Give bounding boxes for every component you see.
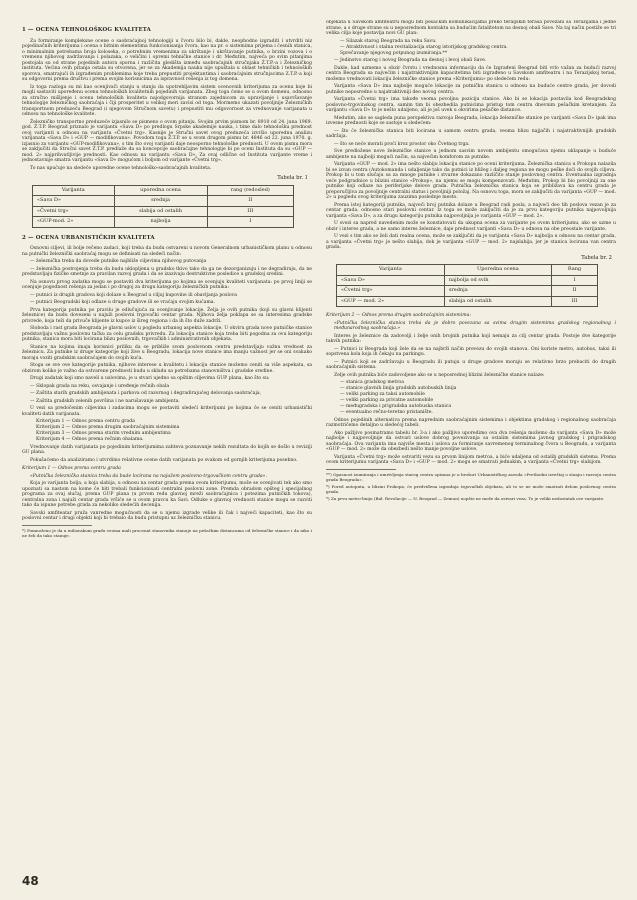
- paragraph: Varijanta «Čvetni trg» ima takođe veoma povoljnu poziciju stanice. Ako bi se lokacija postavila kod Beogradskog poslovno-trgovinskog centra, samim tim bi obezbedila putnicima pristup tom centru dnevnim pešačkim kretanjem. Za varijantu «Sava D» to je nešto udaljeno, ali je još uvek u okvirima pešačke distance.: [326, 97, 616, 113]
- goals-list: [340, 39, 616, 57]
- paragraph: U svezi sa napred navedenim može se konstatovati da ukupna ocena za varijante po ovom kriterijumu, ako se uzme u obzir i interes grada, a ne samo interes železnice, daje prednost varijanti «Sava D» u odnosu na obe preostale varijante.: [326, 221, 616, 232]
- list-item: Sprečavanje njegovog potpunog izumiranja.**: [340, 50, 448, 56]
- paragraph: — Jedinstvo starog i novog Beograda na desnoj i levoj obali Save.: [334, 58, 487, 63]
- list-item: — eventualno rečno-teretno pristanište.: [340, 410, 433, 415]
- table-cell: slabija od ostalih: [114, 206, 207, 217]
- paragraph: — putnici Beogradski koji odlaze u druge gradove ili se vraćaju svojim kućama.: [30, 300, 216, 305]
- table-cell: srednja: [114, 196, 207, 207]
- table-cell: «Čvetni trg»: [337, 286, 445, 297]
- list-item: — Silazak starog Beograda na reku Savu.: [340, 38, 437, 44]
- footnote: *) Pomnoženo je da u milionskom gradu veoma mali procenat stanovnika stanuje na pešačkim distancama od železničke stanice i da niko i ne želi da tako stanuje.: [22, 527, 312, 538]
- paragraph: Pokušaćemo da analiziramo i utvrdimo relativne ocene datih varijanata po svakom od gornjih kriterijuma posebno.: [30, 457, 298, 463]
- table-cell: najbolja od svih: [444, 275, 551, 286]
- paragraph: Varijanta «Sava D» ima najbolje moguće lokacije za putničku stanicu u odnosu na buduće centre grada, jer dovodi putnike neposredno u najatraktivniji deo novog centra.: [326, 84, 616, 95]
- table-cell: II: [551, 286, 597, 297]
- table-header-cell: Varijanta: [337, 265, 445, 276]
- footnote: *) Pored autoputa, u blizini Prokopa, će predviđena izgradnja trgovačkih objekata, ali to se ne može smatrati delom poslovnog centra grada.: [326, 483, 616, 494]
- paragraph: U vezi s tim ako se želi dati realna ocena, može se zaključiti da je varijanta «Sava D» najbolja u odnosu na centar grada, a varijanta «Čvetni trg» je nešto slabija, dok je varijanta «GUP — mod. 2» najslabija, jer je stanica locirana van centra grada.: [326, 234, 616, 250]
- list-item: — Atraktivnost i stalna revitalizacija starog istorijskog gradskog centra.: [340, 44, 508, 50]
- paragraph: Savski amfiteatar pruža vanredne mogućnosti da se u njemu izgrade velike ili čak i najveći kapaciteti, kao što su poslovni centar i drugi objekti koji bi trebalo da budu pristupni uz železničku stanicu.: [22, 510, 312, 521]
- paragraph: Na osnovu prvog zadatka mogu se postaviti dva kriterijuma po kojima se ocenjuju kvaliteti varijanata: po prvoj liniji se ocenjuje pogodnost rešenja za jedan i po drugoj za drugu kategoriju železničkih putnika:: [22, 279, 312, 290]
- table-row: [337, 296, 598, 307]
- table-row: [337, 286, 598, 297]
- table-header-cell: Uporedna ocena: [444, 265, 551, 276]
- table-header-cell: rang (redosled): [207, 185, 293, 196]
- table-1-caption: Tabela br. 1: [277, 175, 308, 181]
- paragraph: Koja je varijanta bolja, a koja slabija, u odnosu na centar grada prema ovom kriterijumu, može se ocenjivati tek ako smo upoznati sa nastom na kome će biti trebali funkcionisati centralni poslovni zone. Premda obradom opšteg i specijalnog programa za ovaj slučaj, prema GUP plana (u prvom redu glavnoj mreži saobraćajnica i potezima putničkih tokova), centralna zona i najuži centar grada vršiće se u ovom pravcu ka Savi. Odluke o glavnoj vrednosti stanice mogu se razviti tako da ispune potrebe grada za nekoliko sledećih decenija.: [22, 481, 312, 508]
- table-row: [337, 275, 598, 286]
- list-item: — međugradska i prigradska autobuska stanica: [340, 404, 452, 409]
- list-item: — veliki parking za privatne automobile: [340, 398, 434, 403]
- criteria-list: [36, 419, 312, 443]
- paragraph: — putnici iz drugih gradova koji dolaze u Beograd u ciljuj kupovine ili obavljanja poslova: [30, 292, 237, 298]
- left-column: [22, 20, 312, 866]
- table-header-row: [33, 185, 294, 196]
- criterion-2-quote: «Putnička železnička stanica treba da je dobro povezana sa svima drugim sistemima gradskog regionalnog i međunarodnog saobraćaja.»: [334, 320, 616, 331]
- list-item: — veliki parking za taksi automobile: [340, 392, 425, 397]
- paragraph: objekata u Savskom amfiteatru mogu biti pešačkim komunikacijama preko teraljskih terasa povezani sa Terazijama i jedne strane, a s druge strane su u neposrednom kontaktu sa budućim fatalitetom na desnoj obali Save. Na taj način postiže se tri velika cilja koje postavlja novi GU plan:: [326, 20, 616, 36]
- paragraph: — što će železnička stanica biti locirana u samom centru grada, veoma blizu najjačih i najatraktivnijih gradskih sadržaja.: [326, 128, 616, 139]
- table-row: [33, 206, 294, 217]
- criterion-2-title: Kriterijum 2 — Odnos prema drugim saobraćajnim sistemima:: [326, 313, 471, 318]
- paragraph: Prema istoj kategoriji putnika, najveći broj putnika dolaze u Beograd radi posla, a najveći deo tih poslova vezan je za centar grada, odnosno stari poslovni centar. Iz toga se može zaključiti da je za prvu kategoriju putnika najpovoljnija varijanta «Sava D», a za drugu kategoriju putnika najpovoljnija je varijanta «GUP — mod. 2».: [326, 202, 616, 219]
- paragraph: Medutim, ako se sagleda puna perspektiva razvoja Beograda, lokacija železničke stanice po varijanti «Sava D» ipak ima izvesne prednosti koje se sastoje u sledećem:: [326, 115, 616, 126]
- paragraph: Stanice na kojima imaju korisnici priliku da se približe svom poslovnom centru predstavljaju važnu vrednost za železnicu. Za putnike iz druge kategorije koji žive u Beogradu, lokacija nove stanice ima manju važnost jer se oni svakako moraju voziti gradskim saobraćajem do svojih kuća.: [22, 344, 312, 361]
- paragraph: Iz toga razloga su mi kao ocenjivači stanju u stanju da upotrebljavim sistem ocenovnih kriterijuma za ocenu koje bi mogli sastaviti upoređenu ocenu tehnoloških kvalitetnih pojedinih varijanata. Zbog toga ćemo se u ovom domenu, odnosno za stručno mišljenje i ocenu tehnoloških kvaliteta najodgovornija stranom zajednicom za upravljanje i usavršavanje tehnologije železničkog saobraćaja i čiji prosperitet u velikoj meri zavisi od toga. Mormemo ukazati povoljnije Železničkih transportnom preduzeću Beograd (i njegovom Stručnom savetu) i prepustiti mu odgovornost za vrednovanje varijanata u odnosu na tehnološke kvalitete.: [22, 84, 312, 117]
- paragraph: — železnička treba da dovede putnike najbliže ciljevima njihovog putovanja: [30, 259, 207, 264]
- paragraph: Interes je železnice da zadovolji i želje onih brojnih putnika koji nemaju za cilj centar grada. Postoje dve kategorije takvih putnika:: [326, 333, 616, 344]
- table-cell: «GUP-mod. 2»: [33, 217, 115, 228]
- table-cell: «Sava D»: [33, 196, 115, 207]
- footnote-divider: [22, 525, 92, 526]
- list-item: Kriterijum 4 — Odnos prema rečnim obalama.: [36, 437, 144, 442]
- paragraph: Sve predložene nove železničke stanice u jednom sasvim novom ambijentu omogućava njemu uklapanje u buduće ambijente na najbolji mogući način, sa najvećim komforom za putnike.: [326, 149, 616, 160]
- paragraph: Stoga se sve ove kategorije putnika, njihove interese u kvalitetu i lokaciju stanice možemo ceniti sa više aspekata, sa obzirom koliko je važno da ostvarene prednosti budu u skladu sa potrebama stanovništva i gradske sredine.: [22, 363, 312, 374]
- paragraph: — Zaštita starih gradskih ambijenata i parkova od razornog i degradirajućeg delovanja saobraćaja,: [30, 391, 262, 396]
- section-heading-technology: 1 — OCENA TEHNOLOŠKOG KVALITETA: [22, 27, 152, 33]
- paragraph: Prva kategorija putnika po pravilu je odlučujuća za ocenjivanje lokacije. Želja je ovih putnika (koji su glavni klijenti železnice) da budu dovezeni u najuži poslovni trgovački centar grada. Njihova želja poklapa se sa interesima gradske privrede, koja teži da privuče klijente iz kupce iz šireg regiona i da ih što duže zadrži.: [22, 307, 312, 324]
- paragraph: Za formiranje kompleksne ocene o saobraćajnoj tehnologiji u čvoru bilo bi, dakle, neophodno izgraditi i utvrditi niz pojedinačnih kriterijuma i ocena o bitnim elementima funkcionisanja čvora, kao na pr. o sistemima prijema i ćesnih stanica, o minimalnim potrebama broja koloseka, o potrebnim vremenima za ukrštanje i ukrštavanje putnika, o brzini vozova i o vremenu njihovog zadržavanja i polazaka, o veličini i opremi tehničke stanice i dr. Međutim, najveća po svim pitanjima postojala su od strane pojedinih autora sporna i različita gledišta između saobraćajnih stručnjaka Ž.T.P.-a i Železničkog instituta. Većina ovih pitanja ostala su otvorena, jer se za Akademija nauka nije upuštala u oblast tehničkih i tehnoloških sporova, smatrajući ih izgrađenim problemima koje treba prepustiti projektantima i saobraćajnim stručnjacima Z.T.P.-a koji su odgovorni prema društvu i prema svojim korisnicima za ispravnost rešenja iz tog domena.: [22, 38, 312, 82]
- paragraph: — Sklopak grada na reku, osvajanje i uređenje rečnih obala: [30, 383, 170, 389]
- paragraph: To nas upućuje na sledeće uporedne ocene tehnološko-saobraćajnih kvaliteta.: [30, 165, 212, 171]
- table-cell: srednja: [444, 286, 551, 297]
- table-cell: I: [551, 275, 597, 286]
- paragraph: Varijanta «Čvetni trg» može ostvariti vezu sa prvom linijom metroa, a biće udaljena od ostalih gradskih sistema. Prema ovom kriterijumu varijanta «Sava D» i «GUP — mod. 2» mogu se smatrati jednakim, a varijanta «Čvetni trg» slabijom.: [326, 454, 616, 465]
- table-cell: II: [207, 196, 293, 207]
- list-item: — stanica gradskog metroa: [340, 380, 404, 385]
- criterion-1-title: Kriterijum 1 — Odnos prema centru grada: [22, 466, 121, 471]
- table-header-cell: Rang: [551, 265, 597, 276]
- paragraph: Odnos pojedinih alternativa prema naprednim saobraćajnim sistemima i objektima gradskog i regionalnog saobraćaja razmotrićemo detaljno u sledećoj tabeli.: [326, 417, 616, 428]
- paragraph: Varijanta «GUP — mod. 2» ima nešto slabiju lokaciju stanice po oceni kriterijuma. Železnička stanica u Prokopu nalazila bi se izvan centra (Autokomanda i udaljenije tako da putnici iz bližeg i daljeg regiona ne mogu peške doći do svojih ciljeva. Prokop bi u tom slučaju sa za mnoge putnike i stvarne dokazano različito stanje poslovnog centra. Eventualna izgradnja veće podgradnice u blizini stanice «Prokop», na njemu se mogu kompenzovati. Međutim, Prokop bi bio povoljniji za one putnike koji odlaze na periferijske delove grada. Putnička železnička stanica koja se približava ka centru grada je preporučljiva za povoljnije centralni status i povoljniji položaj. Na osnovu toga, mora se zaključiti da varijanta «GUP — mod. 2» u pogledu ovog kriterijuma zauzima poslednje mesto.: [326, 162, 616, 200]
- table-1: [32, 185, 294, 228]
- table-cell: «GUP — mod. 2»: [337, 296, 445, 307]
- list-item: Kriterijum 3 — Odnos prema starim vrednim ambijentima: [36, 431, 171, 436]
- paragraph: — što se neće morati proći kroz prostor oko Čvetnog trga.: [334, 141, 470, 147]
- table-cell: slabija od ostalih: [444, 296, 551, 307]
- paragraph: Dakle, kad uzmemo u obzir čvrstu i vrednosnu informaciju da će Izgrađeni Beograd biti vrlo važan za budući razvoj centra Beograda sa najvećim i najatraktivnijim kapacitetima biti izgrađeno u Savskom amfiteatru i na Terazijskoj terasi, možemo vrednovati lokaciju železničke stanice prema «Kriterijumu» po sledećem redu:: [326, 65, 616, 82]
- table-2: [336, 264, 598, 307]
- table-header-cell: uporedna ocena: [114, 185, 207, 196]
- table-header-row: [337, 265, 598, 276]
- table-cell: III: [551, 296, 597, 307]
- paragraph: Železničko transportno preduzeće izjasnilo se pismeno o ovom pitanju. Svojim prvim pismom br. 8910 od 24. juna 1969. god. Ž.T.P. Beograd priznalo je varijantu «Sava D» po predlogu Srpske akademije nauka, i time dalo tehnološku prednost ovoj varijanti u odnosu na varijantu «Čvetni trg». Kasnije je Stručni savet ovog preduzeća izvršio uporednu analizu varijanata «Sava D» i «GUP — modifikovana». Povodom toga Ž.T.P. se u svom drugom pismu br. 4846 od 22. juna 1970. g. izjasnio za varijantu «GUP-modifikovana», s tim što ovoj varijanti daje neosporno tehnološke prednosti. U ovom pismu mora se zaključiti da Stručni savet Ž.T.P. predlaže da sa koncepcije saobraćajne tehnologije bi po oceni Instituta da su «GUP — mod. 2» najprihvatljivije prednosti. Kao odnosu na varijantu «Sava D». Za ovaj odlične od Instituta varijante vreme i jednostavnije smatra varijantu «Sava D» mogućom i boljom od varijante «Čvetni trg».: [22, 119, 312, 163]
- paragraph: — Putnici iz Beograda koji žele da se na najbrži način prevezu do svojih stanova. Oni koriste metro, autobus, taksi ili sopstvena kola koja ih čekaju na parkingu.: [326, 346, 616, 357]
- paragraph: Ako pažljivo posmatramo tabelu br. 3-a i ako pažljivo uporedimo ova dva rešenja možemo da varijanta «Sava D» može najbolje i najpovoljnije da ostvari uslove dobrog povezivanja sa ostalim sistemima javnog gradskog i prigradskog saobraćaja. Ova varijanta ima najviše mesta i uslova za formiranje savremenog terminalnog čvora u Beogradu, a varijanta «GUP — mod. 2» može da obezbedi nešto manje povoljne uslove.: [326, 430, 616, 452]
- table-cell: «Čvetni trg»: [33, 206, 115, 217]
- paragraph: Osnovni ciljevi, ili bolje rečeno zadaci, koji treba da budu ostvareni u novom Generalnom urbanističkom planu u odnosu na putnički železnički saobraćaj mogu se definisati na sledeći način:: [22, 246, 312, 257]
- transport-list: [340, 380, 616, 416]
- table-cell: I: [207, 217, 293, 228]
- right-column: [326, 20, 616, 866]
- paragraph: — Zaštita gradskih zelenih površina i ne narušavanje ambijenta.: [30, 398, 180, 404]
- list-item: Kriterijum 1 — Odnos prema centru grada: [36, 419, 135, 424]
- page-number: 48: [22, 874, 39, 888]
- footnote-divider: [326, 469, 396, 470]
- table-cell: najbolja: [114, 217, 207, 228]
- paragraph: U vezi sa predočenim ciljevima i zadacima mogu se postaviti sledeći kriterijumi po kojima će se ceniti urbanistički kvaliteti datih varijanata.: [22, 406, 312, 417]
- table-2-caption: Tabela br. 2: [581, 254, 612, 261]
- paragraph: — železnička postrojenja treba da budu uklopljena u gradsko tkivo tako da ga ne dezorganizuju i ne degradiraju, da ne predstavljaju fizičke smetnje za pravilan razvoj grada i da se izazivaju destruktivne posledice u gradskoj sredini.: [22, 266, 312, 277]
- table-cell: «Sava D»: [337, 275, 445, 286]
- paragraph: Vrednovanje datih varijanata po pojedinim kriterijumima zahteva poznavanje nekih rezultata do kojih se došlo u reviziji GU plana.: [22, 444, 312, 455]
- criterion-1-quote: «Putnička železnička stanica treba da bude locirana na najužem poslovno-trgovačkom centru grada».: [30, 473, 267, 479]
- table-row: [33, 196, 294, 207]
- paragraph: — Putnici koji se zadržavaju u Beogradu ili putuju u druge gradove moraju se relativno brzo prebaciti do drugih saobraćajnih sistema.: [326, 359, 616, 370]
- paragraph: Zelje ovih putnika biće zadovoljene ako se u neposrednoj blizini železničke stanice nalaze:: [334, 372, 545, 378]
- section-heading-urbanism: 2 — OCENA URBANISTIČKIH KVALITETA: [22, 234, 155, 241]
- list-item: — stanice glavnih linija gradskih autobuskih linija: [340, 386, 457, 391]
- table-cell: III: [207, 206, 293, 217]
- paragraph: Sloboda i rast grada Beograda je glavni uslov u pogledu urbanog aspekta lokacije. U okviru grada nove putničke stanice predstavljaju važnu poslovnu tačku za celu gradsku privredu. Za lokaciju stanice koja treba biti pogodna za ovu kategoriju putnika, stanica mora biti locirana blizu poslovnih, trgovačkih i administrativnih objekata.: [22, 326, 312, 342]
- footnote: **) Opasnost izumiranja i umrtvljenja starog centra opisana je u brošuri Urbanističkog zavoda «Prethodni izveštaj o stanju i razvoju centra grada Beograda».: [326, 471, 616, 482]
- paragraph: Drugi zadatak koji smo naveli u uslovima, je u stvari ujedno sa opštim ciljevima GUP plana, kao što su:: [30, 376, 270, 381]
- table-header-cell: Varijanta: [33, 185, 115, 196]
- footnote: *) Za prvu metro-liniju (Bul. Revolucije — N. Beograd — Zemun) uopšte ne može da ostvari veza. To je veliki nedostatak ove varijante.: [326, 495, 605, 501]
- table-row: [33, 217, 294, 228]
- list-item: Kriterijum 2 — Odnos prema drugim saobraćajnim sistemima: [36, 425, 180, 430]
